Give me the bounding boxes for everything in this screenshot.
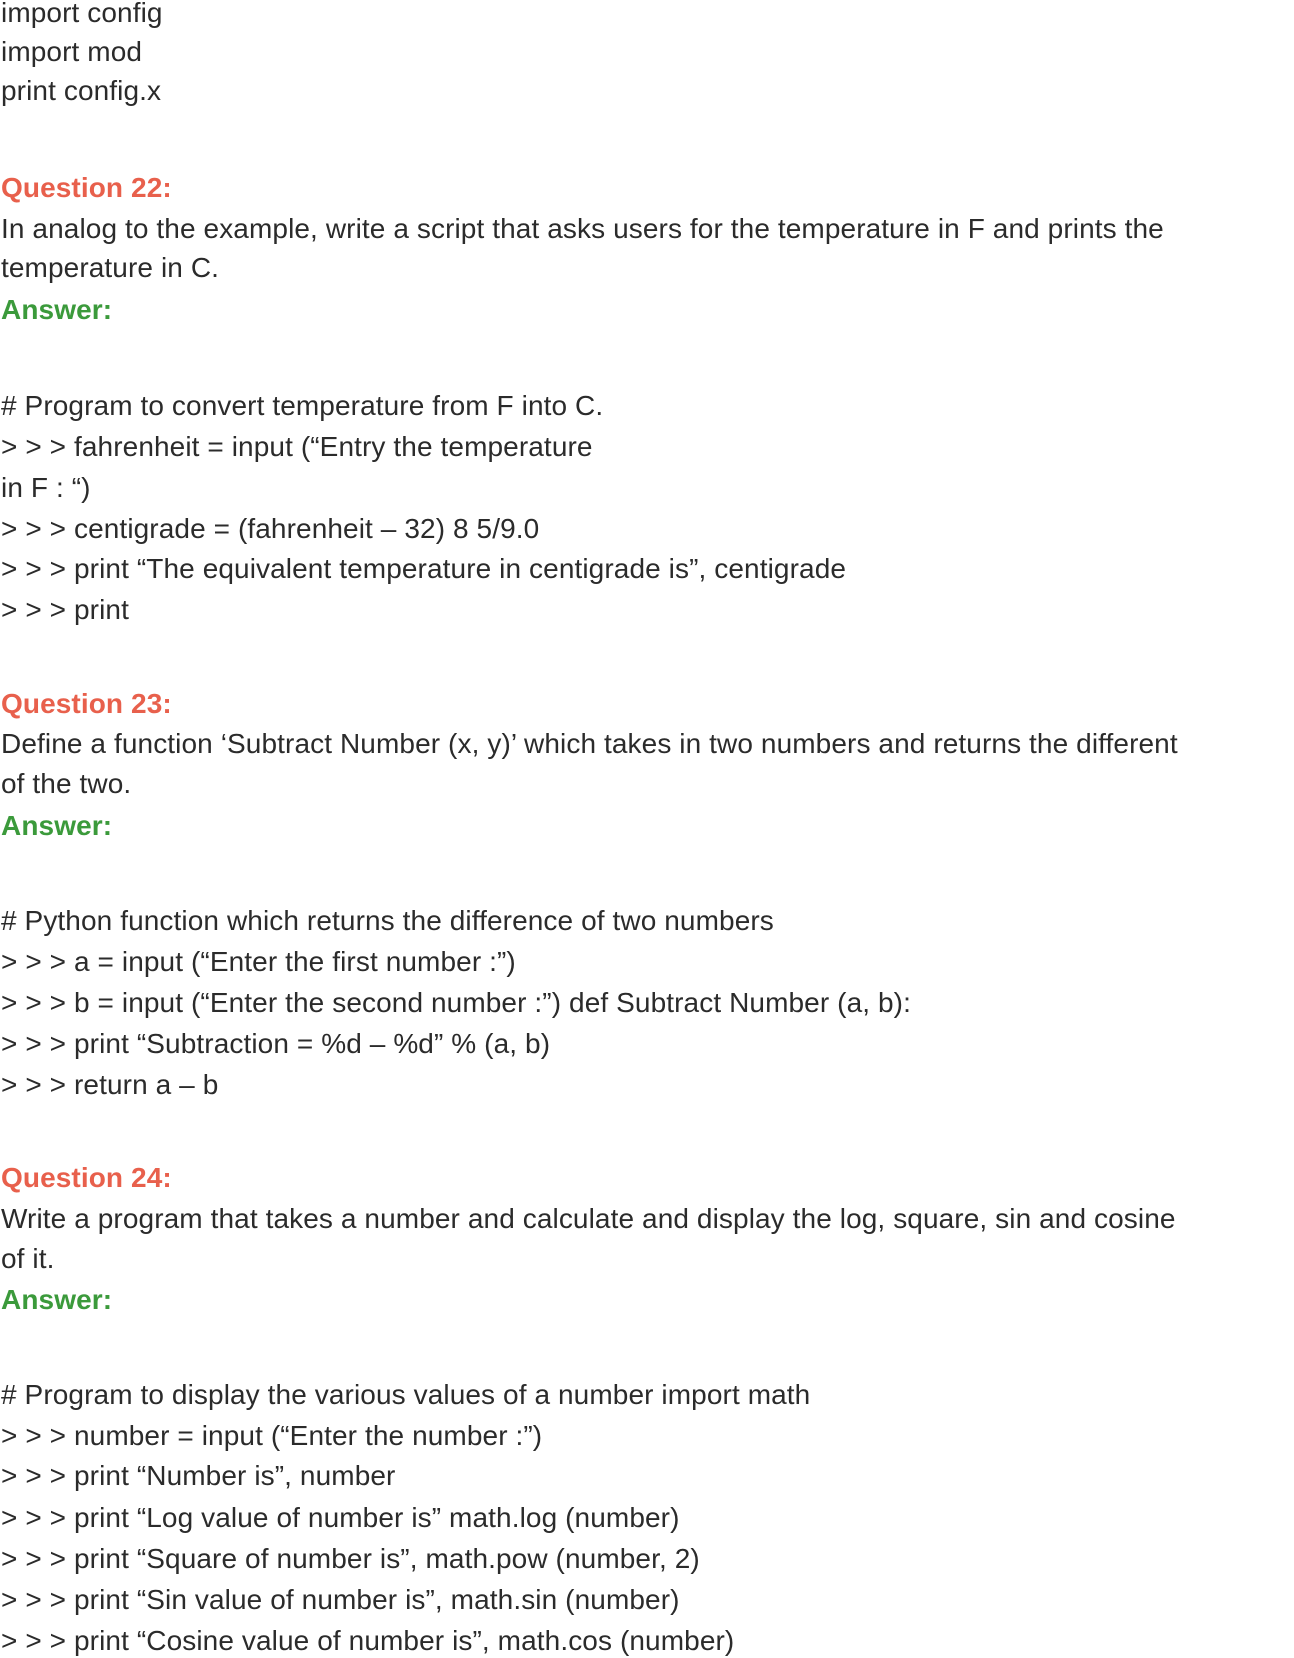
question-22-text: In analog to the example, write a script that asks users for the temperature in F and prints the [1, 213, 1164, 244]
question-24-code-line: > > > print “Cosine value of number is”, math.cos (number) [1, 1625, 735, 1656]
question-24-code-line: > > > print “Square of number is”, math.pow (number, 2) [1, 1543, 700, 1574]
question-22-answer-label: Answer: [1, 294, 113, 325]
question-24-title: Question 24: [1, 1162, 172, 1193]
question-23-text: of the two. [1, 768, 132, 799]
question-23-text: Define a function ‘Subtract Number (x, y)’ which takes in two numbers and returns the different [1, 728, 1178, 759]
question-22-code-line: > > > print [1, 594, 129, 625]
question-24-text: of it. [1, 1243, 55, 1274]
question-23-code-line: > > > return a – b [1, 1069, 219, 1100]
question-23-code-line: > > > print “Subtraction = %d – %d” % (a, b) [1, 1028, 551, 1059]
question-24-code-line: # Program to display the various values of a number import math [1, 1379, 811, 1410]
question-22-code-line: > > > fahrenheit = input (“Entry the temperature [1, 431, 593, 462]
question-23-code-line: # Python function which returns the difference of two numbers [1, 905, 774, 936]
question-22-text: temperature in C. [1, 252, 220, 283]
question-24-code-line: > > > number = input (“Enter the number :”) [1, 1420, 543, 1451]
intro-code-line: print config.x [1, 75, 162, 106]
question-22-code-line: > > > centigrade = (fahrenheit – 32) 8 5/9.0 [1, 513, 540, 544]
question-24-code-line: > > > print “Number is”, number [1, 1460, 396, 1491]
intro-code-line: import mod [1, 36, 143, 67]
question-24-text: Write a program that takes a number and calculate and display the log, square, sin and cosine [1, 1203, 1176, 1234]
question-22-title: Question 22: [1, 172, 172, 203]
intro-code-line: import config [1, 0, 163, 28]
question-23-answer-label: Answer: [1, 810, 113, 841]
question-23-code-line: > > > b = input (“Enter the second number :”) def Subtract Number (a, b): [1, 987, 911, 1018]
question-24-answer-label: Answer: [1, 1284, 113, 1315]
question-22-code-line: # Program to convert temperature from F into C. [1, 390, 604, 421]
question-22-code-line: > > > print “The equivalent temperature in centigrade is”, centigrade [1, 553, 847, 584]
question-23-title: Question 23: [1, 688, 172, 719]
question-24-code-line: > > > print “Sin value of number is”, math.sin (number) [1, 1584, 680, 1615]
question-24-code-line: > > > print “Log value of number is” math.log (number) [1, 1502, 680, 1533]
question-23-code-line: > > > a = input (“Enter the first number :”) [1, 946, 516, 977]
question-22-code-line: in F : “) [1, 472, 91, 503]
